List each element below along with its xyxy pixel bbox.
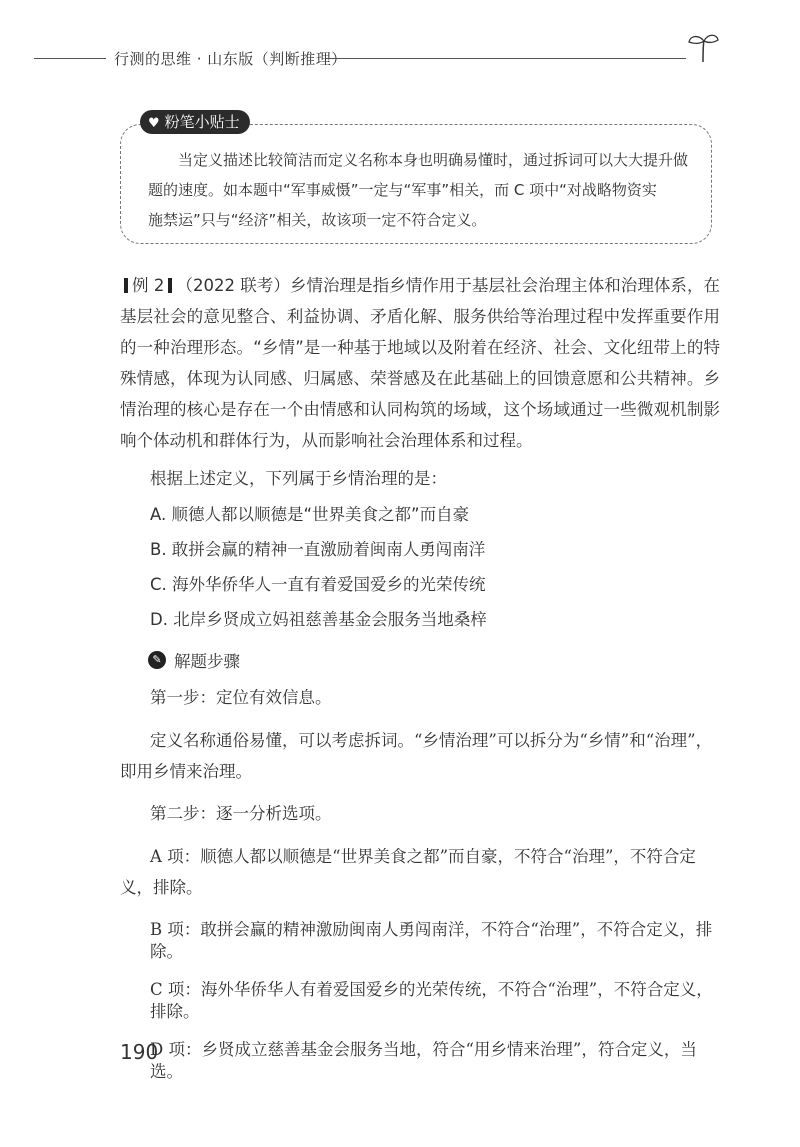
option-a: A. 顺德人都以顺德是“世界美食之都”而自豪 <box>150 505 470 524</box>
tip-text <box>148 145 693 235</box>
sprout-icon <box>686 32 720 64</box>
tip-label <box>140 110 250 134</box>
tip-line: 题的速度。如本题中“军事威慑”一定与“军事”相关，而 C 项中“对战略物资实 <box>148 181 657 199</box>
page-number: 190 <box>120 1040 159 1064</box>
steps-title: 解题步骤 <box>174 652 240 671</box>
tip-line: 当定义描述比较简洁而定义名称本身也明确易懂时，通过拆词可以大大提升做 <box>178 151 689 169</box>
example-source: （2022 联考） <box>176 276 290 295</box>
step-one-detail: 定义名称通俗易懂，可以考虑拆词。“乡情治理”可以拆分为“乡情”和“治理”，即用乡情来治理。 <box>120 731 713 781</box>
option-c: C. 海外华侨华人一直有着爱国爱乡的光荣传统 <box>150 575 486 594</box>
header-title: 行测的思维 · 山东版（判断推理） <box>114 50 347 68</box>
analysis-b: B 项：敢拼会赢的精神激励闽南人勇闯南洋，不符合“治理”，不符合定义，排除。 <box>150 920 713 961</box>
analysis-d: D 项：乡贤成立慈善基金会服务当地，符合“用乡情来治理”，符合定义，当选。 <box>150 1040 697 1081</box>
header-rule-right <box>326 58 686 59</box>
main-content <box>120 270 720 1083</box>
running-header <box>34 44 724 74</box>
example-paragraph <box>120 270 720 456</box>
leaf-icon: ♥ <box>148 116 160 131</box>
bracket-bar-icon <box>168 278 172 293</box>
example-label: 例 2 <box>132 276 165 295</box>
header-rule-left <box>34 58 106 59</box>
steps-icon: ✎ <box>148 651 166 669</box>
question-text: 根据上述定义，下列属于乡情治理的是： <box>150 469 447 488</box>
analysis-c: C 项：海外华侨华人有着爱国爱乡的光荣传统，不符合“治理”，不符合定义，排除。 <box>150 980 713 1021</box>
example-body: 乡情治理是指乡情作用于基层社会治理主体和治理体系，在基层社会的意见整合、利益协调、矛盾化解、服务供给等治理过程中发挥重要作用的一种治理形态。“乡情”是一种基于地域以及附着在经济、社会、文化纽带上的特殊情感，体现为认同感、归属感、荣誉感及在此基础上的回馈意愿和公共精神。乡情治理的核心是存在一个由情感和认同构筑的场域，这个场域通过一些微观机制影响个体动机和群体行为，从而影响社会治理体系和过程。 <box>120 276 721 450</box>
step-one: 第一步：定位有效信息。 <box>150 688 332 707</box>
option-b: B. 敢拼会赢的精神一直激励着闽南人勇闯南洋 <box>150 540 486 559</box>
tip-label-text: 粉笔小贴士 <box>164 113 240 131</box>
step-two: 第二步：逐一分析选项。 <box>150 804 332 823</box>
tip-line: 施禁运”只与“经济”相关，故该项一定不符合定义。 <box>148 211 487 229</box>
option-d: D. 北岸乡贤成立妈祖慈善基金会服务当地桑梓 <box>150 610 487 629</box>
bracket-bar-icon <box>124 278 128 293</box>
analysis-a: A 项：顺德人都以顺德是“世界美食之都”而自豪，不符合“治理”，不符合定义，排除。 <box>120 847 696 897</box>
steps-heading <box>148 649 720 671</box>
